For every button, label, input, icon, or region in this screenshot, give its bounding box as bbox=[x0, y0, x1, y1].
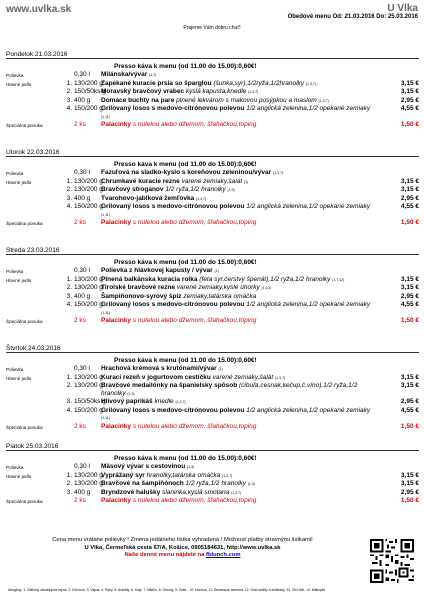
price: 2,95 € bbox=[400, 398, 419, 405]
special-description: s nutelou alebo džemom, šľahačkou,toping bbox=[132, 121, 257, 128]
dish-quantity: 400 g bbox=[74, 292, 91, 300]
soup-label: Polievka bbox=[6, 269, 24, 274]
dish-name-text: Zapekané kuracie prsia so šparglou bbox=[101, 79, 212, 87]
price: 1,50 € bbox=[400, 219, 419, 226]
main-label: Hlavné jedlo bbox=[6, 179, 32, 185]
special-offer-row bbox=[6, 497, 419, 506]
soup-quantity: 0,30 l bbox=[74, 169, 90, 176]
dish-description: varené zemiaky,šalát bbox=[212, 373, 274, 381]
day-title: Štvrtok 24.03.2016 bbox=[6, 345, 419, 353]
price: 2,95 € bbox=[400, 96, 419, 104]
allergen-code: (1,7,12) bbox=[332, 277, 345, 282]
price: 2,95 € bbox=[400, 194, 419, 202]
item-number: 3. bbox=[66, 292, 72, 300]
special-offer-row bbox=[6, 317, 419, 326]
soup-name bbox=[101, 71, 379, 80]
dish-quantity: 150/200 g bbox=[74, 203, 103, 210]
price: 3,15 € bbox=[400, 186, 419, 193]
dish-name bbox=[101, 398, 379, 407]
main-dish-row bbox=[6, 480, 419, 489]
dish-quantity: 130/200 g bbox=[74, 186, 103, 193]
dish-name-text: Bravčové na šampiňónoch bbox=[101, 480, 184, 487]
special-name-text: Palacinky bbox=[101, 422, 131, 430]
special-quantity: 2 ks bbox=[74, 422, 86, 430]
dish-quantity: 400 g bbox=[74, 488, 91, 496]
special-offer-row bbox=[6, 423, 419, 432]
soup-name bbox=[101, 463, 379, 472]
dish-name bbox=[101, 203, 379, 219]
main-label: Hlavné jedlo bbox=[6, 277, 32, 283]
dish-quantity: 130/200 g bbox=[74, 373, 103, 381]
item-number: 4. bbox=[66, 105, 72, 112]
presso-offer: Presso káva k menu (od 11.00 do 15.00):0,60€! bbox=[114, 259, 257, 266]
allergen-code: (1) bbox=[243, 179, 249, 184]
soup-quantity: 0,30 l bbox=[74, 71, 90, 78]
main-dish-row bbox=[6, 203, 419, 219]
soup-label: Polievka bbox=[6, 465, 24, 470]
dish-description: (šunka,syr),1/2ryža,1/2hranolky bbox=[213, 79, 305, 87]
day-section bbox=[6, 51, 419, 149]
main-label bbox=[6, 97, 60, 98]
price: 4,55 € bbox=[400, 105, 419, 112]
dish-quantity: 130/200 g bbox=[74, 79, 103, 87]
item-number: 3. bbox=[66, 194, 72, 202]
special-label: Špeciálna ponuka bbox=[6, 499, 43, 504]
dish-description: varené zemiaky,šalát bbox=[181, 177, 243, 185]
dish-description: zemiaky,tatárska omáčka bbox=[183, 292, 257, 300]
price: 1,50 € bbox=[400, 422, 419, 430]
item-number: 3. bbox=[66, 398, 72, 405]
allergen-code: (1,3,7) bbox=[196, 196, 207, 201]
special-offer-row bbox=[6, 219, 419, 228]
page-header bbox=[0, 0, 424, 20]
dish-name-text: Grilovaný losos s medovo-citrónovou polevou bbox=[101, 301, 245, 308]
price: 3,15 € bbox=[400, 373, 419, 381]
item-number: 2. bbox=[66, 88, 72, 95]
dish-name bbox=[101, 178, 379, 187]
allergen-code: (1,3,7) bbox=[175, 400, 186, 404]
dish-name bbox=[101, 489, 379, 498]
dish-name-text: Plnená balkánska kuracia rolka bbox=[101, 275, 198, 283]
item-number: 3. bbox=[66, 96, 72, 104]
dish-description: (feta syr,čerstvý špenát),1/2 ryža,1/2 hranolky bbox=[199, 275, 331, 283]
price: 3,15 € bbox=[400, 88, 419, 95]
soup-name-text: Milánska/vývar bbox=[101, 71, 148, 78]
dish-name-text: Chrumkavé kuracie rezne bbox=[101, 177, 180, 185]
special-description: s nutelou alebo džemom, šľahačkou,toping bbox=[132, 497, 257, 504]
allergen-code: (1,3,7) bbox=[305, 81, 316, 86]
main-label bbox=[6, 105, 60, 106]
special-quantity: 2 ks bbox=[74, 497, 86, 504]
dish-description: 1/2 anglická zelenina,1/2 opekané zemiaky bbox=[246, 105, 371, 112]
dish-description: 1/2 ryža,1/2 hranolky bbox=[185, 480, 246, 487]
presso-offer: Presso káva k menu (od 11.00 do 15.00):0,60€! bbox=[114, 455, 257, 462]
main-label bbox=[6, 293, 60, 294]
dish-quantity: 150/200 g bbox=[74, 406, 103, 414]
main-dish-row bbox=[6, 80, 419, 89]
dish-name bbox=[101, 80, 379, 89]
dish-name bbox=[101, 105, 379, 121]
dish-quantity: 400 g bbox=[74, 96, 91, 104]
day-section bbox=[6, 443, 419, 541]
item-number: 2. bbox=[66, 480, 72, 487]
item-number: 3. bbox=[66, 488, 72, 496]
special-name bbox=[101, 317, 379, 325]
dish-name-text: Bravčové medailónky na španielsky spôsob bbox=[101, 382, 238, 389]
main-dish-row bbox=[6, 489, 419, 498]
allergen-code: (1) bbox=[218, 367, 223, 371]
item-number: 2. bbox=[66, 186, 72, 193]
allergen-code: (1) bbox=[214, 269, 219, 273]
special-name bbox=[101, 423, 379, 431]
dish-name bbox=[101, 276, 379, 285]
dish-quantity: 150/50ks g bbox=[74, 88, 106, 95]
soup-name bbox=[101, 365, 379, 374]
day-section bbox=[6, 345, 419, 443]
item-number: 2. bbox=[66, 284, 72, 291]
dish-description: 1/2 anglická zelenina,1/2 opekané zemiaky bbox=[246, 406, 371, 414]
allergen-code: (1,10) bbox=[261, 286, 271, 290]
special-quantity: 2 ks bbox=[74, 317, 86, 324]
day-title: Pondelok 21.03.2016 bbox=[6, 51, 419, 59]
special-label: Špeciálna ponuka bbox=[6, 221, 43, 226]
allergen-code: (1,11) bbox=[101, 114, 110, 119]
special-name-text: Palacinky bbox=[101, 497, 131, 504]
soup-name-text: Polievka z hlávkovej kapusty / vývar bbox=[101, 267, 213, 274]
price: 4,55 € bbox=[400, 406, 419, 414]
special-name-text: Palacinky bbox=[101, 317, 131, 324]
day-title: Streda 23.03.2016 bbox=[6, 247, 419, 255]
dish-name-text: Moravský bravčový vrabec bbox=[101, 88, 185, 95]
footer-fblunch bbox=[0, 552, 365, 560]
item-number: 4. bbox=[66, 406, 72, 414]
dish-quantity: 130/200 g bbox=[74, 284, 103, 291]
dish-name-text: Šampiňonovo-syrový špíz bbox=[101, 292, 182, 300]
soup-quantity: 0,30 l bbox=[74, 365, 90, 372]
dish-description: kyslá kapusta,knedle bbox=[185, 88, 247, 95]
soup-label: Polievka bbox=[6, 171, 24, 176]
allergen-code: (1,3,7) bbox=[275, 375, 286, 380]
dish-quantity: 130/200 g bbox=[74, 471, 103, 479]
item-number: 4. bbox=[66, 301, 72, 308]
price: 4,55 € bbox=[400, 203, 419, 210]
main-dish-row bbox=[6, 186, 419, 195]
main-label bbox=[6, 407, 60, 408]
main-dish-row bbox=[6, 276, 419, 285]
day-title: Piatok 25.03.2016 bbox=[6, 443, 419, 451]
dish-name bbox=[101, 472, 379, 481]
main-label bbox=[6, 480, 60, 481]
main-dish-row bbox=[6, 178, 419, 187]
price: 3,15 € bbox=[400, 275, 419, 283]
dish-name-text: Grilovaný losos s medovo-citrónovou polevou bbox=[101, 406, 245, 414]
footer-note: Cena menu vrátane polievky ! Zmena jedálneho lístka vyhradená ! Možnosť platby stravnými lístkami! bbox=[52, 537, 313, 543]
dish-description: varené zemiaky,kyslé uhorky bbox=[176, 284, 260, 291]
dish-name bbox=[101, 186, 379, 195]
main-dish-row bbox=[6, 293, 419, 302]
dish-quantity: 130/200 g bbox=[74, 177, 103, 185]
dish-name-text: Bravčový stroganov bbox=[101, 186, 164, 193]
allergen-code: (1,11) bbox=[101, 416, 110, 420]
soup-name-text: Mäsový vývar s cestovinou bbox=[101, 463, 186, 470]
main-dish-row bbox=[6, 284, 419, 293]
allergen-list: Alergény: 1. Obilniny obsahujúce lepok, 2. Kôrovce, 3. Vajcia, 4. Ryby, 5. Arašidy, 6. Sója, 7. Mlieko, 8. Orechy, 9. Zeler , 10. Horčica, 11. Sezamové semená, 12. Oxid siričitý a siričitany, 13. Vlčí bôb, 14. Mäkkýše bbox=[8, 588, 326, 592]
allergen-code: (1,11) bbox=[101, 212, 110, 217]
special-label: Špeciálna ponuka bbox=[6, 319, 43, 324]
dish-name bbox=[101, 97, 379, 106]
main-label bbox=[6, 203, 60, 204]
item-number: 1. bbox=[66, 471, 72, 479]
special-quantity: 2 ks bbox=[74, 219, 86, 226]
main-dish-row bbox=[6, 97, 419, 106]
dish-quantity: 130/200 g bbox=[74, 480, 103, 487]
dish-name bbox=[101, 382, 379, 398]
price: 2,95 € bbox=[400, 292, 419, 300]
allergen-code: (1,3) bbox=[247, 482, 255, 486]
main-dish-row bbox=[6, 301, 419, 317]
dish-description: slaninka,kyslá smotana bbox=[162, 488, 230, 496]
price: 4,55 € bbox=[400, 301, 419, 308]
allergen-code: (1,11) bbox=[101, 310, 110, 315]
allergen-code: (1,3) bbox=[227, 188, 235, 192]
main-label bbox=[6, 398, 60, 399]
price: 3,15 € bbox=[400, 382, 419, 389]
special-description: s nutelou alebo džemom, šľahačkou,toping bbox=[132, 422, 257, 430]
soup-name bbox=[101, 267, 379, 276]
dish-name bbox=[101, 374, 379, 383]
dish-name bbox=[101, 293, 379, 302]
special-label: Špeciálna ponuka bbox=[6, 123, 43, 128]
dish-name-text: Tirolské bravčové rezne bbox=[101, 284, 175, 291]
main-label bbox=[6, 195, 60, 196]
item-number: 1. bbox=[66, 373, 72, 381]
day-section bbox=[6, 247, 419, 345]
special-offer-row bbox=[6, 121, 419, 130]
soup-label: Polievka bbox=[6, 367, 24, 372]
main-dish-row bbox=[6, 374, 419, 383]
allergen-code: (1,7) bbox=[149, 73, 157, 77]
main-label bbox=[6, 284, 60, 285]
main-label bbox=[6, 489, 60, 490]
special-name bbox=[101, 121, 379, 129]
main-dish-row bbox=[6, 472, 419, 481]
dish-name-text: Bryndzové halušky bbox=[101, 488, 161, 496]
footer-fblunch-text: Naše denné menu nájdete na bbox=[124, 552, 207, 558]
dish-quantity: 150/50ks g bbox=[74, 398, 106, 405]
allergen-code: (1,3) bbox=[127, 391, 135, 396]
special-description: s nutelou alebo džemom, šľahačkou,toping bbox=[132, 317, 257, 324]
soup-label: Polievka bbox=[6, 73, 24, 78]
qr-code-icon bbox=[368, 537, 416, 585]
main-label: Hlavné jedlo bbox=[6, 473, 32, 479]
menu-days bbox=[6, 51, 419, 541]
dish-quantity: 130/200 g bbox=[74, 382, 103, 389]
dish-name-text: Hlivový paprikáš bbox=[101, 398, 153, 405]
soup-name bbox=[101, 169, 379, 178]
allergen-code: (1,3,7) bbox=[272, 171, 284, 175]
special-name-text: Palacinky bbox=[101, 121, 131, 128]
price: 3,15 € bbox=[400, 480, 419, 487]
dish-description: hranolky,tatárska omáčka bbox=[146, 471, 221, 479]
main-label bbox=[6, 88, 60, 89]
main-dish-row bbox=[6, 105, 419, 121]
price: 3,15 € bbox=[400, 284, 419, 291]
special-quantity: 2 ks bbox=[74, 121, 86, 128]
dish-name-text: Kurací rezeň v jogurtovom cestíčku bbox=[101, 373, 211, 381]
soup-row bbox=[6, 169, 419, 178]
day-section bbox=[6, 149, 419, 247]
main-dish-row bbox=[6, 407, 419, 423]
item-number: 1. bbox=[66, 79, 72, 87]
main-label: Hlavné jedlo bbox=[6, 81, 32, 87]
footer bbox=[0, 537, 365, 560]
presso-offer: Presso káva k menu (od 11.00 do 15.00):0,60€! bbox=[114, 357, 257, 364]
price: 1,50 € bbox=[400, 497, 419, 504]
soup-row bbox=[6, 71, 419, 80]
dish-description: 1/2 ryža,1/2 hranolky bbox=[165, 186, 226, 193]
soup-name-text: Hrachová krémová s krutónami/vývar bbox=[101, 365, 217, 372]
price: 2,95 € bbox=[400, 488, 419, 496]
dish-quantity: 150/200 g bbox=[74, 301, 103, 308]
soup-name-text: Fazuľová na sladko-kyslo s koreňovou zeleninou/vývar bbox=[101, 169, 272, 176]
allergen-code: (1,3,7) bbox=[222, 473, 233, 478]
special-description: s nutelou alebo džemom, šľahačkou,toping bbox=[132, 219, 257, 226]
soup-row bbox=[6, 463, 419, 472]
restaurant-name: U Vlka bbox=[387, 3, 418, 14]
price: 3,15 € bbox=[400, 471, 419, 479]
item-number: 4. bbox=[66, 203, 72, 210]
dish-name-text: Tvarohovo-jablková žemľovka bbox=[101, 194, 195, 202]
price: 1,50 € bbox=[400, 121, 419, 128]
dish-name-text: Grilovaný losos s medovo-citrónovou polevou bbox=[101, 203, 245, 210]
soup-quantity: 0,30 l bbox=[74, 463, 90, 470]
dish-description: 1/2 anglická zelenina,1/2 opekané zemiaky bbox=[246, 301, 371, 308]
dish-name-text: Vyprážaný syr bbox=[101, 471, 145, 479]
dish-description: knedle bbox=[154, 398, 174, 405]
greeting: Prajeme Vám dobru chuť! bbox=[183, 25, 241, 31]
dish-description: plnené lekvárom s makovou posýpkou a maslom bbox=[176, 96, 317, 104]
special-label: Špeciálna ponuka bbox=[6, 424, 43, 430]
item-number: 1. bbox=[66, 177, 72, 185]
presso-offer: Presso káva k menu (od 11.00 do 15.00):0,60€! bbox=[114, 161, 257, 168]
allergen-code: (1,3,7) bbox=[248, 90, 259, 94]
fblunch-link[interactable]: fblunch.com bbox=[206, 552, 241, 558]
main-label bbox=[6, 301, 60, 302]
special-name bbox=[101, 219, 379, 227]
dish-description: (cibuľa,cesnak,kečup,č.víno),1/2 ryža,1/2 hranolky bbox=[101, 382, 358, 397]
dish-name bbox=[101, 480, 379, 489]
dish-name-text: Grilovaný losos s medovo-citrónovou polevou bbox=[101, 105, 245, 112]
site-url[interactable]: www.uvlka.sk bbox=[6, 4, 72, 15]
dish-name bbox=[101, 88, 379, 97]
footer-contact: U Vlka, Čermeľská cesta 67/A, Košice, 0905184631, http://www.uvlka.sk bbox=[84, 544, 281, 551]
item-number: 2. bbox=[66, 382, 72, 389]
special-name bbox=[101, 497, 379, 505]
main-dish-row bbox=[6, 382, 419, 398]
soup-row bbox=[6, 267, 419, 276]
dish-name bbox=[101, 284, 379, 293]
main-label bbox=[6, 382, 60, 383]
dish-name bbox=[101, 407, 379, 423]
dish-quantity: 130/200 g bbox=[74, 275, 103, 283]
main-dish-row bbox=[6, 398, 419, 407]
presso-offer: Presso káva k menu (od 11.00 do 15.00):0,60€! bbox=[114, 63, 257, 70]
dish-quantity: 400 g bbox=[74, 194, 91, 202]
dish-description: 1/2 anglická zelenina,1/2 opekané zemiaky bbox=[246, 203, 371, 210]
dish-name bbox=[101, 195, 379, 204]
soup-quantity: 0,30 l bbox=[74, 267, 90, 274]
day-title: Utorok 22.03.2016 bbox=[6, 149, 419, 157]
dish-name bbox=[101, 301, 379, 317]
price: 1,50 € bbox=[400, 317, 419, 324]
menu-date-range: Obedové menu Od: 21.03.2016 Do: 25.03.2016 bbox=[287, 14, 418, 20]
allergen-code: (1,3,7) bbox=[231, 490, 242, 495]
special-name-text: Palacinky bbox=[101, 219, 131, 226]
allergen-code: (1,3,7) bbox=[318, 98, 329, 103]
main-label: Hlavné jedlo bbox=[6, 375, 32, 381]
price: 3,15 € bbox=[400, 79, 419, 87]
soup-row bbox=[6, 365, 419, 374]
main-dish-row bbox=[6, 195, 419, 204]
dish-quantity: 150/200 g bbox=[74, 105, 103, 112]
main-dish-row bbox=[6, 88, 419, 97]
dish-name-text: Domáce buchty na pare bbox=[101, 96, 175, 104]
allergen-code: (1,3) bbox=[187, 465, 195, 469]
item-number: 1. bbox=[66, 275, 72, 283]
main-label bbox=[6, 186, 60, 187]
price: 3,15 € bbox=[400, 177, 419, 185]
